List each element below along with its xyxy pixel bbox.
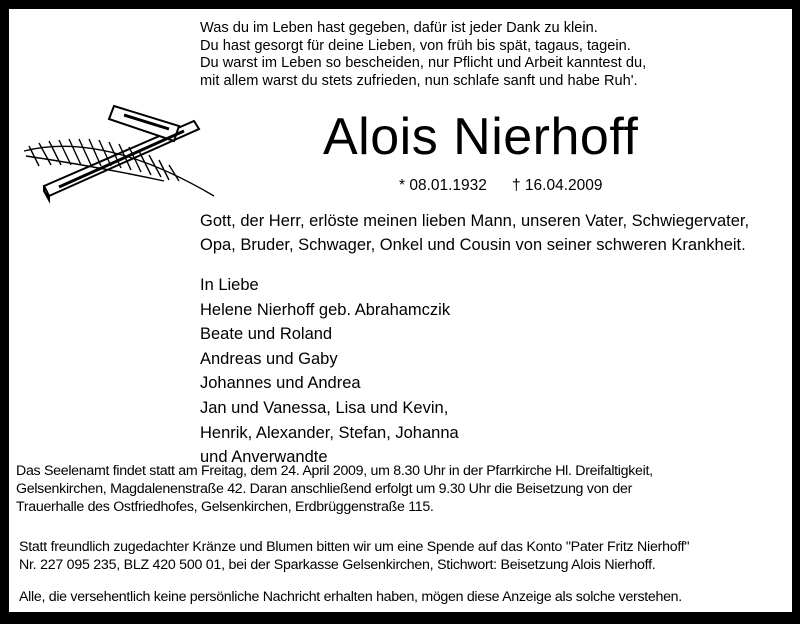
mourner: und Anverwandte (200, 448, 328, 467)
service-line: Trauerhalle des Ostfriedhofes, Gelsenkirchen, Erdbrüggenstraße 115. (16, 499, 434, 515)
closing-note: Alle, die versehentlich keine persönliche Nachricht erhalten haben, mögen diese Anzeige als solche verstehen. (19, 589, 682, 605)
mourner: Jan und Vanessa, Lisa und Kevin, (200, 398, 449, 417)
deceased-name: Alois Nierhoff (323, 108, 639, 166)
service-line: Das Seelenamt findet statt am Freitag, dem 24. April 2009, um 8.30 Uhr in der Pfarrkirche Hl. Dreifaltigkeit, (16, 463, 653, 479)
poem-line: Du warst im Leben so bescheiden, nur Pflicht und Arbeit kanntest du, (200, 55, 647, 72)
announcement-line: Opa, Bruder, Schwager, Onkel und Cousin von seiner schweren Krankheit. (200, 236, 746, 254)
announcement (200, 209, 749, 257)
poem-line: mit allem warst du stets zufrieden, nun schlafe sanft und habe Ruh'. (200, 72, 638, 89)
cross-palm-icon (14, 101, 224, 206)
donation-line: Nr. 227 095 235, BLZ 420 500 01, bei der Sparkasse Gelsenkirchen, Stichwort: Beisetzung Alois Nierhoff. (19, 557, 656, 573)
service-info (16, 462, 653, 516)
mourners-list (200, 273, 459, 470)
poem (200, 20, 646, 90)
poem-line: Was du im Leben hast gegeben, dafür ist jeder Dank zu klein. (200, 20, 598, 36)
mourner: Helene Nierhoff geb. Abrahamczik (200, 300, 451, 319)
announcement-line: Gott, der Herr, erlöste meinen lieben Mann, unseren Vater, Schwiegervater, (200, 212, 750, 230)
mourner: Beate und Roland (200, 325, 333, 344)
obituary-notice (9, 9, 792, 612)
mourner: Henrik, Alexander, Stefan, Johanna (200, 423, 459, 442)
donation-line: Statt freundlich zugedachter Kränze und Blumen bitten wir um eine Spende auf das Konto "Pater Fritz Nierhoff" (19, 539, 690, 555)
mourner: Andreas und Gaby (200, 349, 338, 368)
service-line: Gelsenkirchen, Magdalenenstraße 42. Daran anschließend erfolgt um 9.30 Uhr die Beisetzung von der (16, 481, 633, 497)
death-date: † 16.04.2009 (512, 177, 603, 194)
poem-line: Du hast gesorgt für deine Lieben, von früh bis spät, tagaus, tagein. (200, 37, 631, 54)
mourner: Johannes und Andrea (200, 374, 361, 393)
birth-date: * 08.01.1932 (399, 177, 487, 194)
donation-info (19, 538, 689, 574)
mourner: In Liebe (200, 276, 259, 294)
